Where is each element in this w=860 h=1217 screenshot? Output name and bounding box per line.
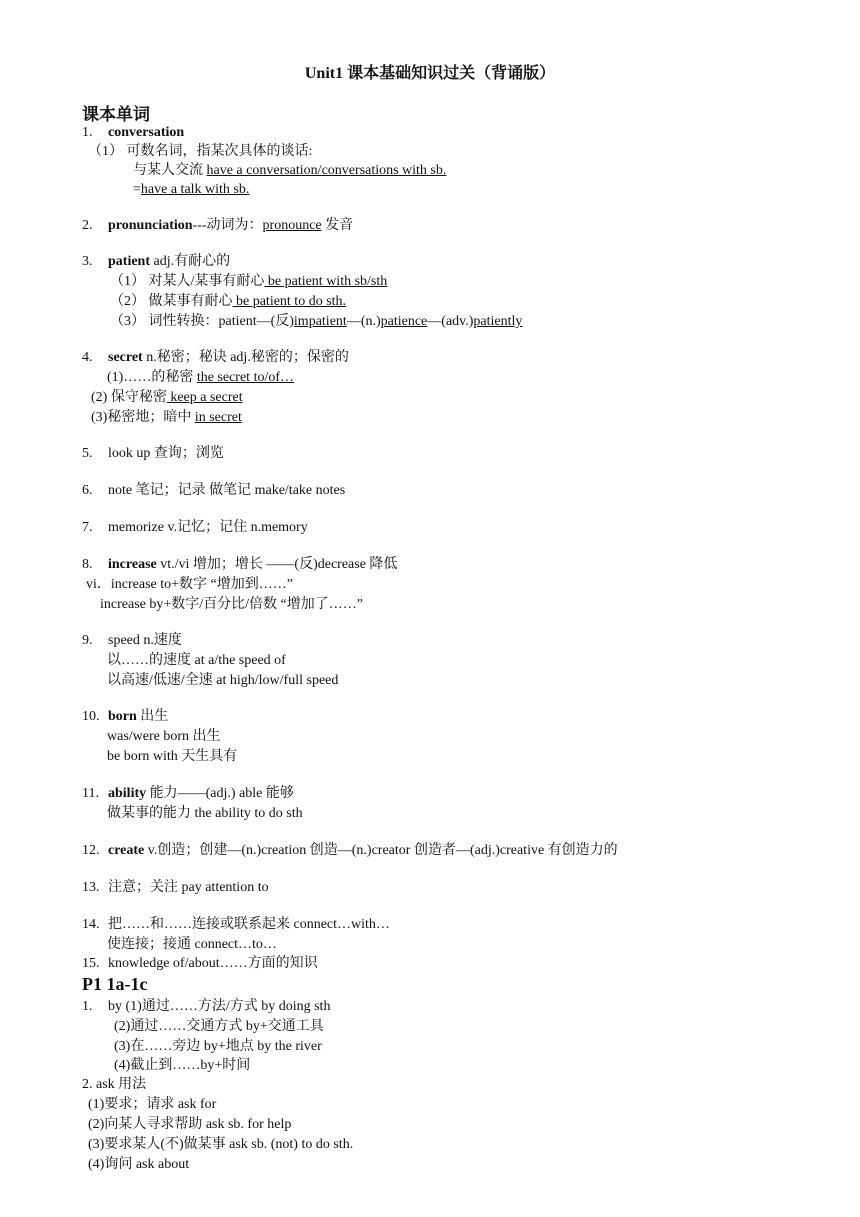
entry-line: (3)秘密地；暗中 in secret (91, 410, 242, 425)
p1-entry-1: 1. by (1)通过……方法/方式 by doing sth (82, 999, 331, 1014)
entry-line: 以高速/低速/全速 at high/low/full speed (107, 673, 339, 688)
entry-5: 5. look up 查询；浏览 (82, 446, 224, 461)
entry-line: (2)向某人寻求帮助 ask sb. for help (88, 1117, 292, 1132)
entry-14: 14. 把……和……连接或联系起来 connect…with… (82, 917, 390, 932)
entry-line: (1)要求；请求 ask for (88, 1097, 217, 1112)
entry-word: born (108, 709, 137, 724)
entry-word: pronunciation (108, 218, 193, 233)
entry-line: (3)要求某人(不)做某事 ask sb. (not) to do sth. (88, 1137, 354, 1152)
entry-line: (1)……的秘密 the secret to/of… (107, 370, 295, 385)
entry-line: =have a talk with sb. (133, 182, 250, 197)
section-heading-p1: P1 1a-1c (82, 974, 148, 994)
entry-line: be born with 天生具有 (107, 749, 238, 764)
entry-line: (2)通过……交通方式 by+交通工具 (114, 1019, 324, 1034)
entry-2: 2. pronunciation---动词为：pronounce 发音 (82, 218, 354, 233)
underlined-phrase: keep a secret (166, 390, 243, 405)
entry-word: conversation (108, 125, 185, 140)
entry-4: 4. secret n.秘密；秘诀 adj.秘密的；保密的 (82, 350, 349, 365)
underlined-phrase: in secret (194, 410, 242, 425)
entry-line: increase by+数字/百分比/倍数 “增加了……” (100, 597, 363, 612)
underlined-phrase: have a talk with sb. (140, 182, 250, 197)
page-title: Unit1 课本基础知识过关（背诵版） (304, 65, 556, 82)
p1-entry-2: 2. ask 用法 (82, 1077, 147, 1092)
entry-line: (4)截止到……by+时间 (114, 1058, 251, 1073)
entry-line: 做某事的能力 the ability to do sth (107, 806, 303, 821)
entry-word: patient (108, 254, 150, 269)
entry-line: was/were born 出生 (107, 729, 221, 744)
entry-line: 使连接；接通 connect…to… (107, 937, 277, 952)
entry-number: 1. (82, 125, 93, 140)
entry-12: 12. create v.创造；创建—(n.)creation 创造—(n.)creator 创造者—(adj.)creative 有创造力的 (82, 843, 618, 858)
entry-line: vi．increase to+数字 “增加到……” (86, 577, 293, 592)
entry-10: 10. born 出生 (82, 709, 169, 724)
entry-line: （1） 可数名词，指某次具体的谈话: (88, 144, 313, 159)
underlined-phrase: pronounce (262, 218, 322, 233)
entry-6: 6. note 笔记；记录 做笔记 make/take notes (82, 483, 346, 498)
entry-line: （1） 对某人/某事有耐心 be patient with sb/sth (110, 274, 388, 289)
section-heading-vocabulary: 课本单词 (82, 105, 150, 124)
entry-word: create (108, 843, 145, 858)
entry-9: 9. speed n.速度 (82, 633, 182, 648)
underlined-phrase: the secret to/of… (196, 370, 295, 385)
entry-8: 8. increase vt./vi 增加；增长 ——(反)decrease 降低 (82, 557, 398, 572)
entry-13: 13. 注意；关注 pay attention to (82, 880, 269, 895)
entry-1 (82, 124, 184, 142)
entry-word: increase (108, 557, 157, 572)
underlined-phrase: be patient with sb/sth (264, 274, 388, 289)
underlined-phrase: have a conversation/conversations with sb. (206, 163, 447, 178)
entry-line: (4)询问 ask about (88, 1157, 190, 1172)
entry-line: (3)在……旁边 by+地点 by the river (114, 1039, 322, 1054)
entry-11: 11. ability 能力——(adj.) able 能够 (82, 786, 294, 801)
entry-7: 7. memorize v.记忆；记住 n.memory (82, 520, 308, 535)
entry-15: 15. knowledge of/about……方面的知识 (82, 956, 318, 971)
entry-3: 3. patient adj.有耐心的 (82, 254, 231, 269)
entry-line: (2) 保守秘密 keep a secret (91, 390, 243, 405)
underlined-phrase: be patient to do sth. (232, 294, 347, 309)
entry-line: （2） 做某事有耐心 be patient to do sth. (110, 294, 347, 309)
entry-line: 与某人交流 have a conversation/conversations with sb. (133, 163, 447, 178)
entry-word: ability (108, 786, 147, 801)
entry-line: 以……的速度 at a/the speed of (107, 653, 286, 668)
entry-word: secret (108, 350, 143, 365)
entry-line: （3） 词性转换：patient—(反)impatient—(n.)patience—(adv.)patiently (110, 314, 523, 329)
